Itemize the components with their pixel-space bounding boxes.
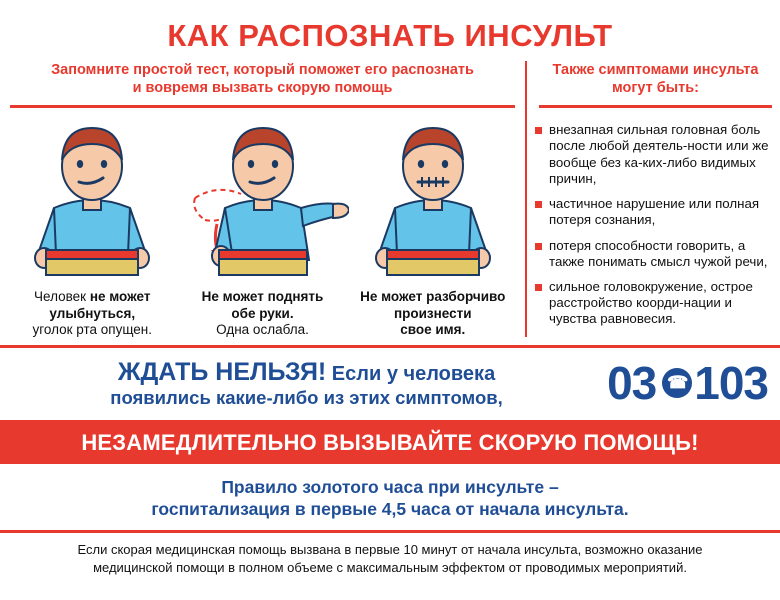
call-emergency-text — [6, 357, 607, 409]
list-item: сильное головокружение, острое расстройство коорди-нации и чувства равновесия. — [535, 279, 776, 328]
call-emergency-block — [0, 345, 780, 423]
symptoms-list — [535, 122, 776, 327]
person-cannot-smile-icon — [17, 120, 167, 285]
caption-3-bold-3: свое имя. — [400, 322, 466, 338]
subtitle-line-2: и вовремя вызвать скорую помощь — [132, 80, 393, 97]
figure-caption-1 — [8, 289, 177, 338]
figure-caption-3 — [349, 289, 518, 338]
caption-1-text: Человек — [34, 289, 90, 305]
caption-3-bold-2: произнести — [393, 305, 472, 321]
figure-cannot-smile — [8, 120, 177, 338]
left-column — [0, 61, 525, 337]
page-title: КАК РАСПОЗНАТЬ ИНСУЛЬТ — [167, 18, 613, 53]
right-column — [525, 61, 780, 337]
figure-caption-2 — [177, 289, 349, 338]
list-item: потеря способности говорить, а также понимать смысл чужой речи, — [535, 238, 776, 270]
symptoms-title — [535, 61, 776, 97]
figure-cannot-speak — [349, 120, 518, 338]
caption-1-line-3: уголок рта опущен. — [32, 322, 153, 338]
call-line-2: появились какие-либо из этих симптомов, — [110, 386, 503, 408]
golden-hour-rule — [0, 464, 780, 531]
divider-red-top — [10, 105, 515, 108]
wait-strong-text: ЖДАТЬ НЕЛЬЗЯ! — [117, 357, 327, 386]
footnote — [0, 533, 780, 576]
caption-2-bold-2: обе руки. — [231, 305, 294, 321]
caption-1-bold-1: не может — [89, 289, 151, 305]
subtitle — [6, 61, 519, 97]
urgent-banner: НЕЗАМЕДЛИТЕЛЬНО ВЫЗЫВАЙТЕ СКОРУЮ ПОМОЩЬ! — [0, 423, 780, 464]
subtitle-line-1: Запомните простой тест, который поможет его распознать — [51, 62, 474, 78]
list-item: частичное нарушение или полная потеря сознания, — [535, 196, 776, 228]
emergency-number-03: 03 — [607, 356, 657, 409]
figures-row — [6, 120, 519, 338]
figure-cannot-raise-arms — [177, 120, 349, 338]
main-columns — [0, 61, 780, 337]
footnote-line-2: медицинской помощи в полном объеме с максимальным эффектом от проводимых мероприятий. — [93, 559, 687, 575]
emergency-numbers — [607, 356, 774, 410]
call-line-1 — [6, 357, 607, 387]
emergency-number-103: 103 — [694, 356, 768, 409]
caption-2-line-3: Одна ослабла. — [216, 322, 309, 338]
person-cannot-speak-icon — [358, 120, 508, 285]
footnote-line-1: Если скорая медицинская помощь вызвана в первые 10 минут от начала инсульта, возможно оказание — [77, 542, 703, 558]
phone-icon: ☎ — [662, 368, 692, 398]
person-cannot-raise-arms-icon — [177, 120, 349, 285]
caption-2-bold-1: Не может поднять — [201, 289, 324, 305]
caption-3-bold-1: Не может разборчиво — [360, 289, 506, 305]
symptoms-title-line-1: Также симптомами инсульта — [552, 62, 759, 78]
wait-rest-text: Если у человека — [326, 362, 496, 385]
divider-red-right — [539, 105, 772, 108]
golden-line-2: госпитализация в первые 4,5 часа от начала инсульта. — [151, 499, 629, 520]
list-item: внезапная сильная головная боль после любой деятель-ности или же вообще без ка-ких-либо видимых причин, — [535, 122, 776, 187]
caption-1-bold-2: улыбнуться, — [49, 305, 136, 321]
symptoms-title-line-2: могут быть: — [612, 80, 699, 97]
golden-line-1: Правило золотого часа при инсульте – — [221, 476, 559, 497]
